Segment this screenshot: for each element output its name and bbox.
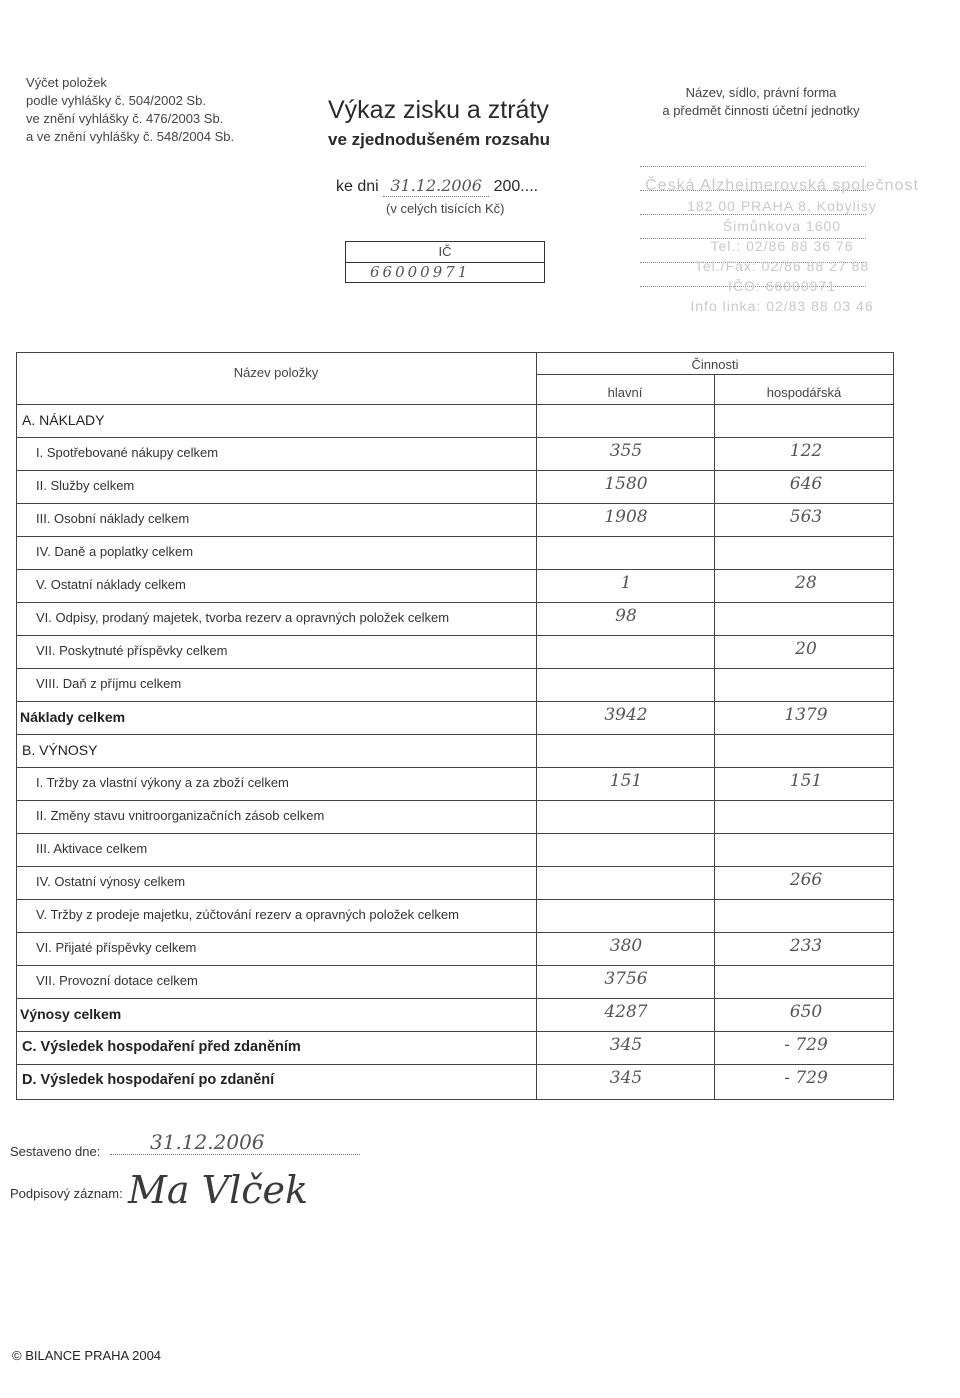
table-row: [16, 800, 894, 834]
col-header-activities: Činnosti: [691, 357, 739, 372]
value-economic: 1379: [784, 705, 828, 725]
row-label: VIII. Daň z příjmu celkem: [36, 676, 182, 691]
date-suffix: 200....: [493, 178, 539, 195]
signature-label: Podpisový záznam:: [10, 1186, 123, 1201]
value-main: 380: [609, 936, 643, 956]
stamp-line: Info linka: 02/83 88 03 46: [690, 298, 874, 314]
ic-label: IČ: [438, 244, 452, 259]
row-label: IV. Ostatní výnosy celkem: [36, 874, 186, 889]
table-row: [16, 437, 894, 471]
table-row: [16, 1064, 894, 1097]
stamp-line: Šimůnkova 1600: [722, 218, 842, 234]
legislation-line: Výčet položek: [26, 75, 107, 90]
value-economic: - 729: [784, 1068, 828, 1088]
table-row: [16, 602, 894, 636]
value-economic: - 729: [784, 1035, 828, 1055]
footer-copyright: © BILANCE PRAHA 2004: [12, 1348, 162, 1363]
table-row: [16, 899, 894, 933]
value-economic: 650: [789, 1002, 823, 1022]
value-main: 345: [609, 1068, 643, 1088]
value-main: 151: [609, 771, 643, 791]
stamp-line: 182 00 PRAHA 8, Kobylisy: [687, 198, 877, 214]
row-label: I. Tržby za vlastní výkony a za zboží celkem: [36, 775, 289, 790]
table-row: [16, 470, 894, 504]
compiled-label: Sestaveno dne:: [10, 1144, 101, 1159]
value-economic: 266: [789, 870, 823, 890]
entity-heading-line: a předmět činnosti účetní jednotky: [662, 103, 860, 118]
value-economic: 20: [795, 639, 817, 659]
table-row: [16, 932, 894, 966]
ic-value: 66000971: [370, 263, 471, 281]
ic-box: [345, 241, 545, 283]
table-row: [16, 569, 894, 603]
table-row: [16, 701, 894, 735]
row-label: I. Spotřebované nákupy celkem: [36, 445, 219, 460]
table-row: [16, 965, 894, 999]
row-label: V. Ostatní náklady celkem: [36, 577, 186, 592]
signature: Ma Vlček: [128, 1168, 309, 1212]
stamp-line: Tel.: 02/86 88 36 76: [710, 238, 854, 254]
date-prefix: ke dni: [336, 178, 379, 195]
value-main: 98: [615, 606, 637, 626]
value-economic: 233: [789, 936, 823, 956]
value-economic: 563: [789, 507, 823, 527]
value-main: 3942: [604, 705, 648, 725]
value-main: 1908: [604, 507, 648, 527]
table-row: [16, 1031, 894, 1065]
entity-heading-line: Název, sídlo, právní forma: [685, 85, 837, 100]
legislation-line: ve znění vyhlášky č. 476/2003 Sb.: [26, 111, 224, 126]
table-row: [16, 866, 894, 900]
row-label: Výnosy celkem: [20, 1006, 122, 1022]
row-label: II. Služby celkem: [36, 478, 135, 493]
value-main: 4287: [604, 1002, 648, 1022]
col-header-name: Název položky: [233, 365, 319, 380]
legislation-line: podle vyhlášky č. 504/2002 Sb.: [26, 93, 206, 108]
row-label: III. Osobní náklady celkem: [36, 511, 190, 526]
value-economic: 28: [795, 573, 817, 593]
stamp-line: Tel./Fax: 02/86 88 27 88: [694, 258, 870, 274]
value-economic: 122: [789, 441, 823, 461]
value-main: 1580: [604, 474, 648, 494]
table-row: [16, 635, 894, 669]
value-main: 3756: [604, 969, 648, 989]
row-label: VI. Přijaté příspěvky celkem: [36, 940, 197, 955]
table-row: [16, 767, 894, 801]
compiled-date: 31.12.2006: [150, 1130, 265, 1154]
row-label: VII. Provozní dotace celkem: [36, 973, 198, 988]
table-row: [16, 734, 894, 768]
report-title: Výkaz zisku a ztráty: [328, 96, 549, 124]
entity-heading: [656, 84, 866, 120]
row-label: IV. Daně a poplatky celkem: [36, 544, 194, 559]
legislation-note: [26, 74, 234, 146]
row-label: D. Výsledek hospodaření po zdanění: [22, 1072, 275, 1088]
date-handwritten: 31.12.2006: [390, 176, 482, 195]
report-subtitle: ve zjednodušeném rozsahu: [328, 130, 550, 149]
row-label: II. Změny stavu vnitroorganizačních zásob celkem: [36, 808, 325, 823]
row-label: Náklady celkem: [20, 709, 126, 725]
stamp-line: Česká Alzheimerovská společnost: [645, 177, 919, 194]
table-row: [16, 404, 894, 438]
income-statement-table: [16, 352, 894, 1100]
table-row: [16, 998, 894, 1032]
row-label: VII. Poskytnuté příspěvky celkem: [36, 643, 228, 658]
row-label: A. NÁKLADY: [22, 412, 105, 428]
date-line: [336, 176, 538, 197]
table-row: [16, 503, 894, 537]
row-label: B. VÝNOSY: [22, 742, 98, 758]
units-note: (v celých tisících Kč): [386, 201, 505, 216]
row-label: VI. Odpisy, prodaný majetek, tvorba rezerv a opravných položek celkem: [36, 610, 450, 625]
row-label: III. Aktivace celkem: [36, 841, 148, 856]
value-economic: 646: [789, 474, 823, 494]
row-label: V. Tržby z prodeje majetku, zúčtování rezerv a opravných položek celkem: [36, 907, 459, 922]
row-label: C. Výsledek hospodaření před zdaněním: [22, 1039, 301, 1055]
value-economic: 151: [789, 771, 823, 791]
table-row: [16, 833, 894, 867]
table-row: [16, 536, 894, 570]
table-row: [16, 668, 894, 702]
col-header-main: hlavní: [607, 385, 643, 400]
value-main: 355: [609, 441, 643, 461]
value-main: 345: [609, 1035, 643, 1055]
stamp-line: IČO: 66000971: [728, 278, 836, 294]
organization-stamp: [632, 176, 932, 316]
value-main: 1: [620, 573, 632, 593]
legislation-line: a ve znění vyhlášky č. 548/2004 Sb.: [26, 129, 235, 144]
col-header-economic: hospodářská: [766, 385, 842, 400]
